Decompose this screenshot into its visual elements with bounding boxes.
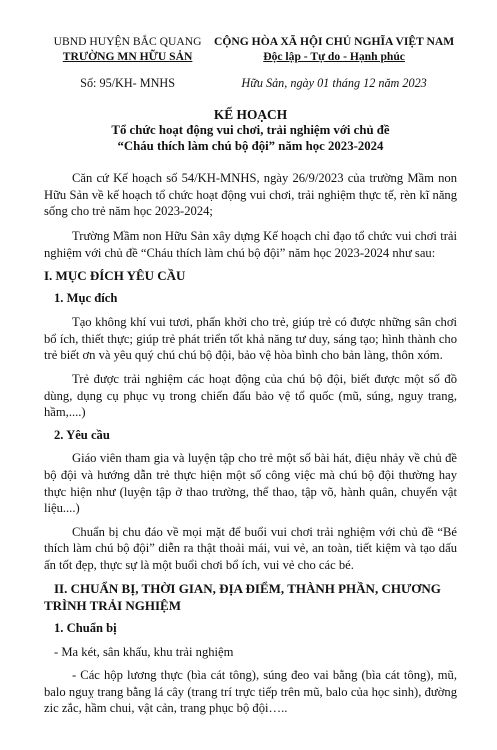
national-motto: Độc lập - Tự do - Hạnh phúc [263,50,405,64]
section-1-sub-1: 1. Mục đích [54,291,118,306]
issuer-block [44,34,211,65]
title-line-1: KẾ HOẠCH [213,106,288,122]
section-2-sub-1: 1. Chuẩn bị [54,620,117,635]
document-meta [44,75,457,91]
section-2-item-2: - Các hộp lương thực (bìa cát tông), súng đeo vai bằng (bìa cát tông), mũ, balo nguỵ trang bằng lá cây (trang trí trực tiếp trên mũ, balo của học sinh), đường zic zắc, hầm chui, vật cản, trang phục bộ đội….. [44,668,457,716]
issuer-district: UBND HUYỆN BẮC QUANG [53,35,202,48]
section-1-paragraph-4: Chuẩn bị chu đáo về mọi mặt để buổi vui chơi trải nghiệm với chủ đề “Bé thích làm chú bộ đội” diễn ra thật thoải mái, vui vẻ, an toàn, tiết kiệm và tạo dấu ấn tốt đẹp, thực sự là một buổi chơi bổ ích, vui vẻ cho các bé. [44,524,457,572]
title-line-2: Tổ chức hoạt động vui chơi, trải nghiệm với chủ đề [111,123,390,138]
section-1-heading: I. MỤC ĐÍCH YÊU CẦU [44,268,186,284]
section-1-paragraph-1: Tạo không khí vui tươi, phấn khởi cho trẻ, giúp trẻ có được những sân chơi bổ ích, thiết thực; giúp trẻ phát triển tốt khả năng tư duy, sáng tạo; hình thành cho trẻ biết ơn và yêu quý chú chú bộ đội, bảo vệ hòa bình cho bản làng, thôn xóm. [44,315,457,363]
section-1-paragraph-2: Trẻ được trải nghiệm các hoạt động của chú bộ đội, biết được một số đồ dùng, dụng cụ phục vụ trong chiến đấu bảo vệ tổ quốc (mũ, súng, nguy trang, hầm,....) [44,371,457,420]
title-line-3: “Cháu thích làm chú bộ đội” năm học 2023-2024 [117,138,384,153]
section-2-heading: II. CHUẨN BỊ, THỜI GIAN, ĐỊA ĐIỂM, THÀNH PHẦN, CHƯƠNG TRÌNH TRẢI NGHIỆM [44,580,441,613]
document-header [44,34,457,65]
section-1-paragraph-3: Giáo viên tham gia và luyện tập cho trẻ một số bài hát, điệu nhảy về chủ đề bộ đội và hướng dẫn trẻ thực hiện một số công việc mà chú bộ đội thường hay thực hiện như (luyện tập ở thao trường, thể thao, tập võ, hành quân, chuyển vật liệu....) [44,451,457,516]
intro-paragraph-1: Căn cứ Kế hoạch số 54/KH-MNHS, ngày 26/9/2023 của trường Mầm non Hữu Sản về kế hoạch tổ chức hoạt động vui chơi, trải nghiệm thực tế, rèn kĩ năng sống cho trẻ năm học 2023-2024; [44,171,457,219]
document-date: Hữu Sản, ngày 01 tháng 12 năm 2023 [241,75,427,90]
national-motto-block [211,34,457,65]
section-2-item-1: - Ma két, sân khấu, khu trải nghiệm [54,644,234,659]
section-1-sub-2: 2. Yêu cầu [54,427,110,442]
document-number: Số: 95/KH- MNHS [80,75,175,90]
national-name: CỘNG HÒA XÃ HỘI CHỦ NGHĨA VIỆT NAM [214,35,455,48]
issuer-school: TRƯỜNG MN HỮU SẢN [62,50,193,64]
intro-paragraph-2: Trường Mầm non Hữu Sản xây dựng Kế hoạch chỉ đạo tổ chức vui chơi trải nghiệm với chủ đề “Cháu thích làm chú bộ đội” năm học 2023-2024 như sau: [44,229,457,260]
document-title [44,107,457,155]
